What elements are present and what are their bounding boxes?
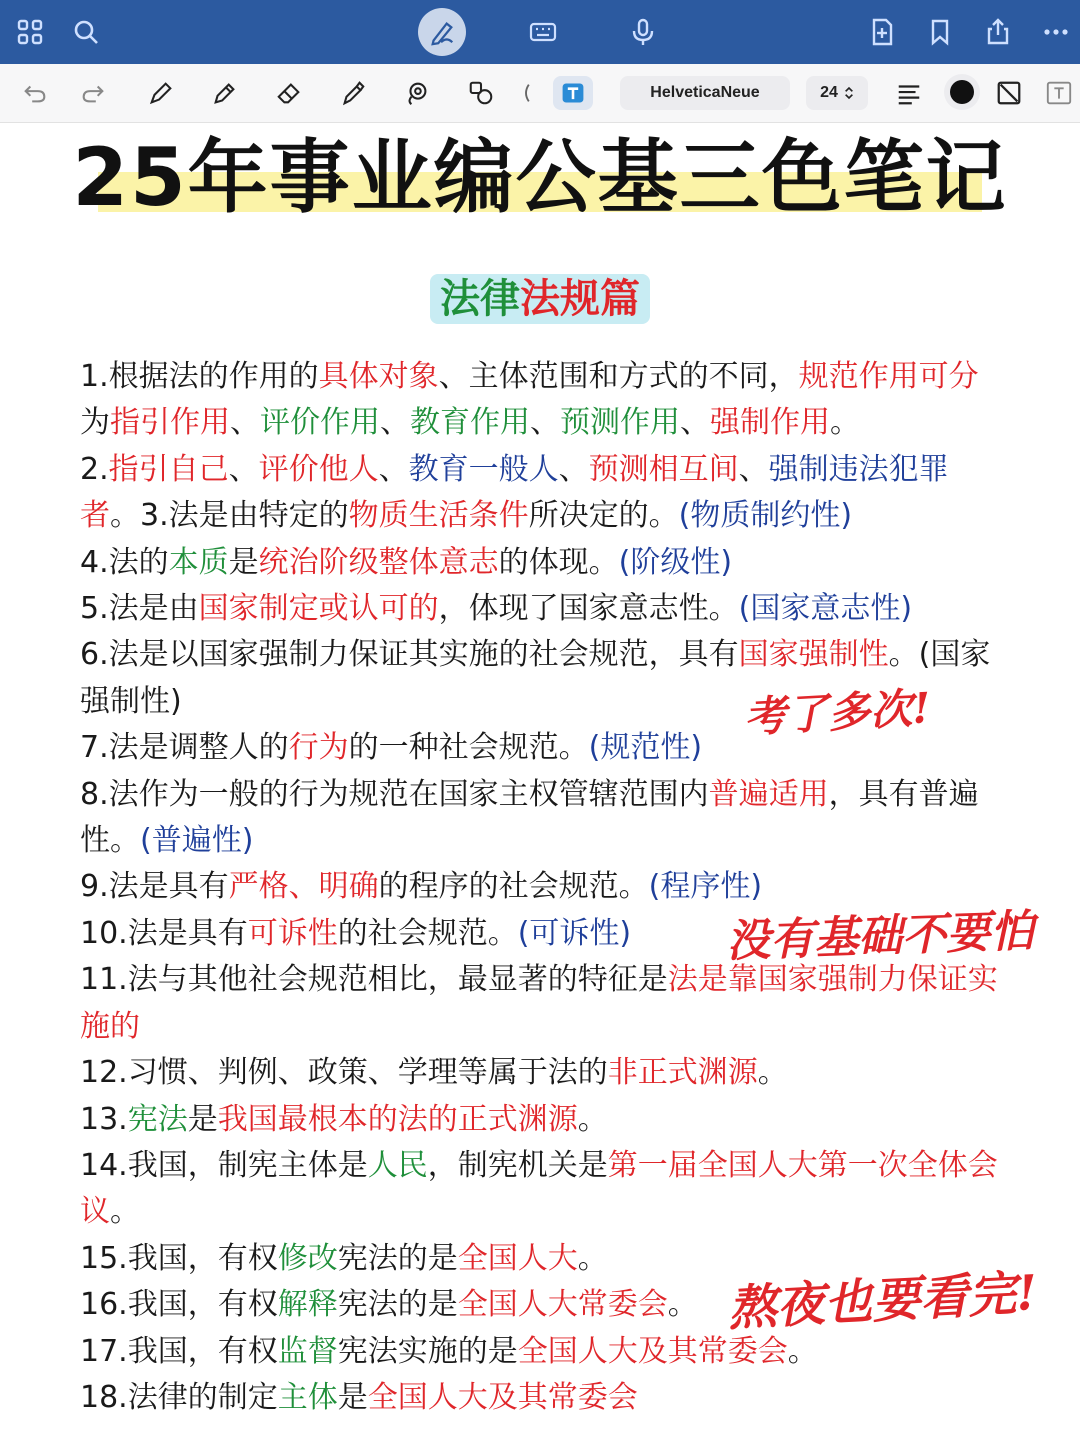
note-text-segment: 5.法是由 xyxy=(80,591,199,627)
note-text-segment: 。 xyxy=(667,1287,698,1323)
note-text-segment: 指引自己 xyxy=(108,451,229,487)
note-text-segment: 12.习惯、判例、政策、学理等属于法的 xyxy=(80,1055,608,1091)
note-line xyxy=(80,632,1040,678)
note-text-segment: 修改 xyxy=(277,1240,338,1276)
note-text-segment: (规范性) xyxy=(588,730,703,766)
note-text-segment: 全国人大 xyxy=(457,1240,578,1276)
undo-icon[interactable] xyxy=(16,74,54,112)
note-text-segment: 为 xyxy=(80,405,110,441)
handwriting-mode-icon[interactable] xyxy=(418,8,466,56)
subtitle-part-green: 法律 xyxy=(440,276,520,322)
text-box-icon[interactable] xyxy=(1042,74,1076,112)
note-line xyxy=(80,1097,1040,1143)
note-text-segment: 2. xyxy=(80,451,109,487)
note-text-segment: 者 xyxy=(80,498,110,534)
note-text-segment: 1.根据法的作用的 xyxy=(80,359,319,394)
add-page-icon[interactable] xyxy=(860,10,904,54)
note-text-segment: 16.我国，有权 xyxy=(80,1287,278,1323)
note-line xyxy=(80,354,1040,400)
note-line xyxy=(80,818,1040,864)
note-text-segment: 、 xyxy=(378,451,409,487)
note-line xyxy=(80,1375,1040,1421)
note-text-segment: 非正式渊源 xyxy=(607,1055,758,1091)
note-text-segment: 全国人大及其常委会 xyxy=(517,1333,788,1369)
note-text-segment: 15.我国，有权 xyxy=(80,1240,278,1276)
note-text-segment: (普遍性) xyxy=(140,823,254,859)
note-text-segment: 议 xyxy=(80,1194,110,1230)
note-line xyxy=(80,493,1040,539)
note-text-segment: 施的 xyxy=(80,1008,140,1044)
note-text-segment: 第一届全国人大第一次全体会 xyxy=(607,1147,998,1183)
text-align-icon[interactable] xyxy=(890,74,928,112)
note-text-segment: 4.法的 xyxy=(80,544,169,580)
note-text-segment: 本质 xyxy=(168,544,229,580)
note-text-segment: 。 xyxy=(830,405,860,441)
note-text-segment: 普遍适用 xyxy=(708,776,829,812)
note-text-segment: ，体现了国家意志性。 xyxy=(438,591,739,627)
note-line xyxy=(80,400,1040,446)
note-text-segment: 预测相互间 xyxy=(588,451,739,487)
note-text-segment: 。 xyxy=(757,1055,788,1091)
note-text-segment: 宪法 xyxy=(127,1101,188,1137)
note-text-segment: 是 xyxy=(337,1379,368,1415)
note-text-segment: 的一种社会规范。 xyxy=(348,730,589,766)
handwritten-note: 没有基础不要怕 xyxy=(725,905,1035,968)
note-line xyxy=(80,772,1040,818)
note-text-segment: 教育作用 xyxy=(410,405,530,441)
note-text-segment: 是 xyxy=(228,544,259,580)
note-text-segment: 统治阶级整体意志 xyxy=(258,544,499,580)
note-text-segment: (物质制约性) xyxy=(678,498,853,534)
note-text-segment: 8.法作为一般的行为规范在国家主权管辖范围内 xyxy=(80,776,709,812)
note-text-segment: (国家意志性) xyxy=(738,591,913,627)
note-text-segment: 宪法的是 xyxy=(337,1287,458,1323)
note-text-segment: 强制违法犯罪 xyxy=(768,451,949,487)
note-text-segment: 。(国家 xyxy=(888,637,991,673)
note-text-segment: 17.我国，有权 xyxy=(80,1333,278,1369)
note-line xyxy=(80,1143,1040,1189)
lasso-tool-icon[interactable] xyxy=(398,74,436,112)
note-title: 25年事业编公基三色笔记 xyxy=(72,131,1008,224)
note-text-segment: ，具有普遍 xyxy=(828,776,979,812)
note-text-segment: 可诉性 xyxy=(247,915,338,951)
note-text-segment: 的社会规范。 xyxy=(337,915,518,951)
note-text-segment: 全国人大常委会 xyxy=(457,1287,668,1323)
stepper-chevrons-icon xyxy=(844,85,854,101)
note-text-segment: 。 xyxy=(787,1333,818,1369)
note-text-segment: 宪法的是 xyxy=(337,1240,458,1276)
note-text-segment: 评价他人 xyxy=(258,451,379,487)
note-text-segment: 人民 xyxy=(367,1147,428,1183)
search-icon[interactable] xyxy=(64,10,108,54)
note-text-segment: 的程序的社会规范。 xyxy=(378,869,649,905)
pencil-tool-icon[interactable] xyxy=(206,74,244,112)
note-text-segment: 解释 xyxy=(277,1287,338,1323)
note-line xyxy=(80,957,1040,1003)
note-line xyxy=(80,1329,1040,1375)
pen-tool-icon[interactable] xyxy=(142,74,180,112)
note-text-segment: (程序性) xyxy=(648,869,763,905)
handwritten-note: 考了多次! xyxy=(742,683,932,742)
note-text-segment: 我国最根本的法的正式渊源 xyxy=(217,1101,578,1137)
note-text-segment: 、 xyxy=(680,405,710,441)
drawing-toolbar xyxy=(0,64,1080,123)
more-tools-icon[interactable] xyxy=(516,74,536,112)
redo-icon[interactable] xyxy=(74,74,112,112)
font-family-select[interactable] xyxy=(620,76,790,110)
note-text-segment: 国家制定或认可的 xyxy=(198,591,439,627)
note-text-segment: 。 xyxy=(577,1240,608,1276)
note-text-segment: 监督 xyxy=(277,1333,338,1369)
share-icon[interactable] xyxy=(976,10,1020,54)
note-text-segment: 性。 xyxy=(80,823,140,859)
note-text-segment: 、 xyxy=(738,451,769,487)
note-text-segment: 10.法是具有 xyxy=(80,915,248,951)
note-text-segment: 6.法是以国家强制力保证其实施的社会规范，具有 xyxy=(80,637,739,673)
handwritten-note: 熬夜也要看完! xyxy=(726,1264,1039,1338)
note-text-segment: (可诉性) xyxy=(517,915,632,951)
note-text-segment: 11.法与其他社会规范相比，最显著的特征是 xyxy=(80,962,668,998)
note-text-segment: 9.法是具有 xyxy=(80,869,229,905)
text-color-swatch[interactable] xyxy=(944,74,980,110)
note-text-segment: 行为 xyxy=(288,730,349,766)
more-icon[interactable] xyxy=(1034,10,1078,54)
note-text-segment: 主体 xyxy=(277,1379,338,1415)
eraser-tool-icon[interactable] xyxy=(270,74,308,112)
background-color-icon[interactable] xyxy=(990,74,1028,112)
top-app-bar xyxy=(0,0,1080,64)
note-line xyxy=(80,540,1040,586)
note-text-segment: 教育一般人 xyxy=(408,451,559,487)
note-text-segment: ，制宪机关是 xyxy=(427,1147,608,1183)
note-text-segment: 7.法是调整人的 xyxy=(80,730,289,766)
note-text-segment: 、 xyxy=(230,405,260,441)
note-text-segment: 。3.法是由特定的 xyxy=(110,498,349,534)
note-text-segment: 评价作用 xyxy=(260,405,380,441)
note-text-segment: 具体对象 xyxy=(318,359,439,394)
text-tool-icon[interactable] xyxy=(553,76,593,110)
grid-icon[interactable] xyxy=(8,10,52,54)
note-text-segment: 的体现。 xyxy=(498,544,619,580)
font-size-value: 24 xyxy=(820,84,838,101)
note-title-block xyxy=(0,128,1080,228)
subtitle-part-red: 法规篇 xyxy=(520,276,640,322)
note-text-segment: 国家强制性 xyxy=(738,637,889,673)
note-text-segment: 。 xyxy=(110,1194,140,1230)
note-text-segment: 规范作用可分 xyxy=(798,359,979,394)
note-text-segment: 13. xyxy=(80,1101,128,1137)
note-line xyxy=(80,1189,1040,1235)
highlighter-tool-icon[interactable] xyxy=(334,74,372,112)
bookmark-icon[interactable] xyxy=(918,10,962,54)
note-text-segment: 强制性) xyxy=(80,683,182,719)
note-text-segment: 物质生活条件 xyxy=(348,498,529,534)
section-subtitle xyxy=(430,274,650,324)
note-text-segment: 、 xyxy=(530,405,560,441)
note-text-segment: 预测作用 xyxy=(560,405,680,441)
note-text-segment: 18.法律的制定 xyxy=(80,1379,278,1415)
note-line xyxy=(80,447,1040,493)
note-text-segment: 宪法实施的是 xyxy=(337,1333,518,1369)
text-color-fill xyxy=(950,80,974,104)
note-line xyxy=(80,1004,1040,1050)
note-text-segment: 全国人大及其常委会 xyxy=(367,1379,638,1415)
note-text-segment: 所决定的。 xyxy=(528,498,679,534)
keyboard-icon[interactable] xyxy=(521,10,565,54)
note-text-segment: 、 xyxy=(228,451,259,487)
note-text-segment: 强制作用 xyxy=(710,405,830,441)
note-text-segment: 、 xyxy=(380,405,410,441)
microphone-icon[interactable] xyxy=(621,10,665,54)
note-line xyxy=(80,1050,1040,1096)
note-text-segment: 指引作用 xyxy=(110,405,230,441)
shapes-tool-icon[interactable] xyxy=(462,74,500,112)
font-family-label: HelveticaNeue xyxy=(650,84,760,101)
note-text-segment: (阶级性) xyxy=(618,544,733,580)
note-text-segment: 14.我国，制宪主体是 xyxy=(80,1147,368,1183)
note-line xyxy=(80,586,1040,632)
note-text-segment: 、主体范围和方式的不同， xyxy=(438,359,799,394)
note-text-segment: 是 xyxy=(187,1101,218,1137)
note-text-segment: 严格、明确 xyxy=(228,869,379,905)
note-text-segment: 。 xyxy=(577,1101,608,1137)
font-size-select[interactable] xyxy=(806,76,868,110)
note-text-segment: 法是靠国家强制力保证实 xyxy=(667,962,998,998)
note-text-segment: 、 xyxy=(558,451,589,487)
